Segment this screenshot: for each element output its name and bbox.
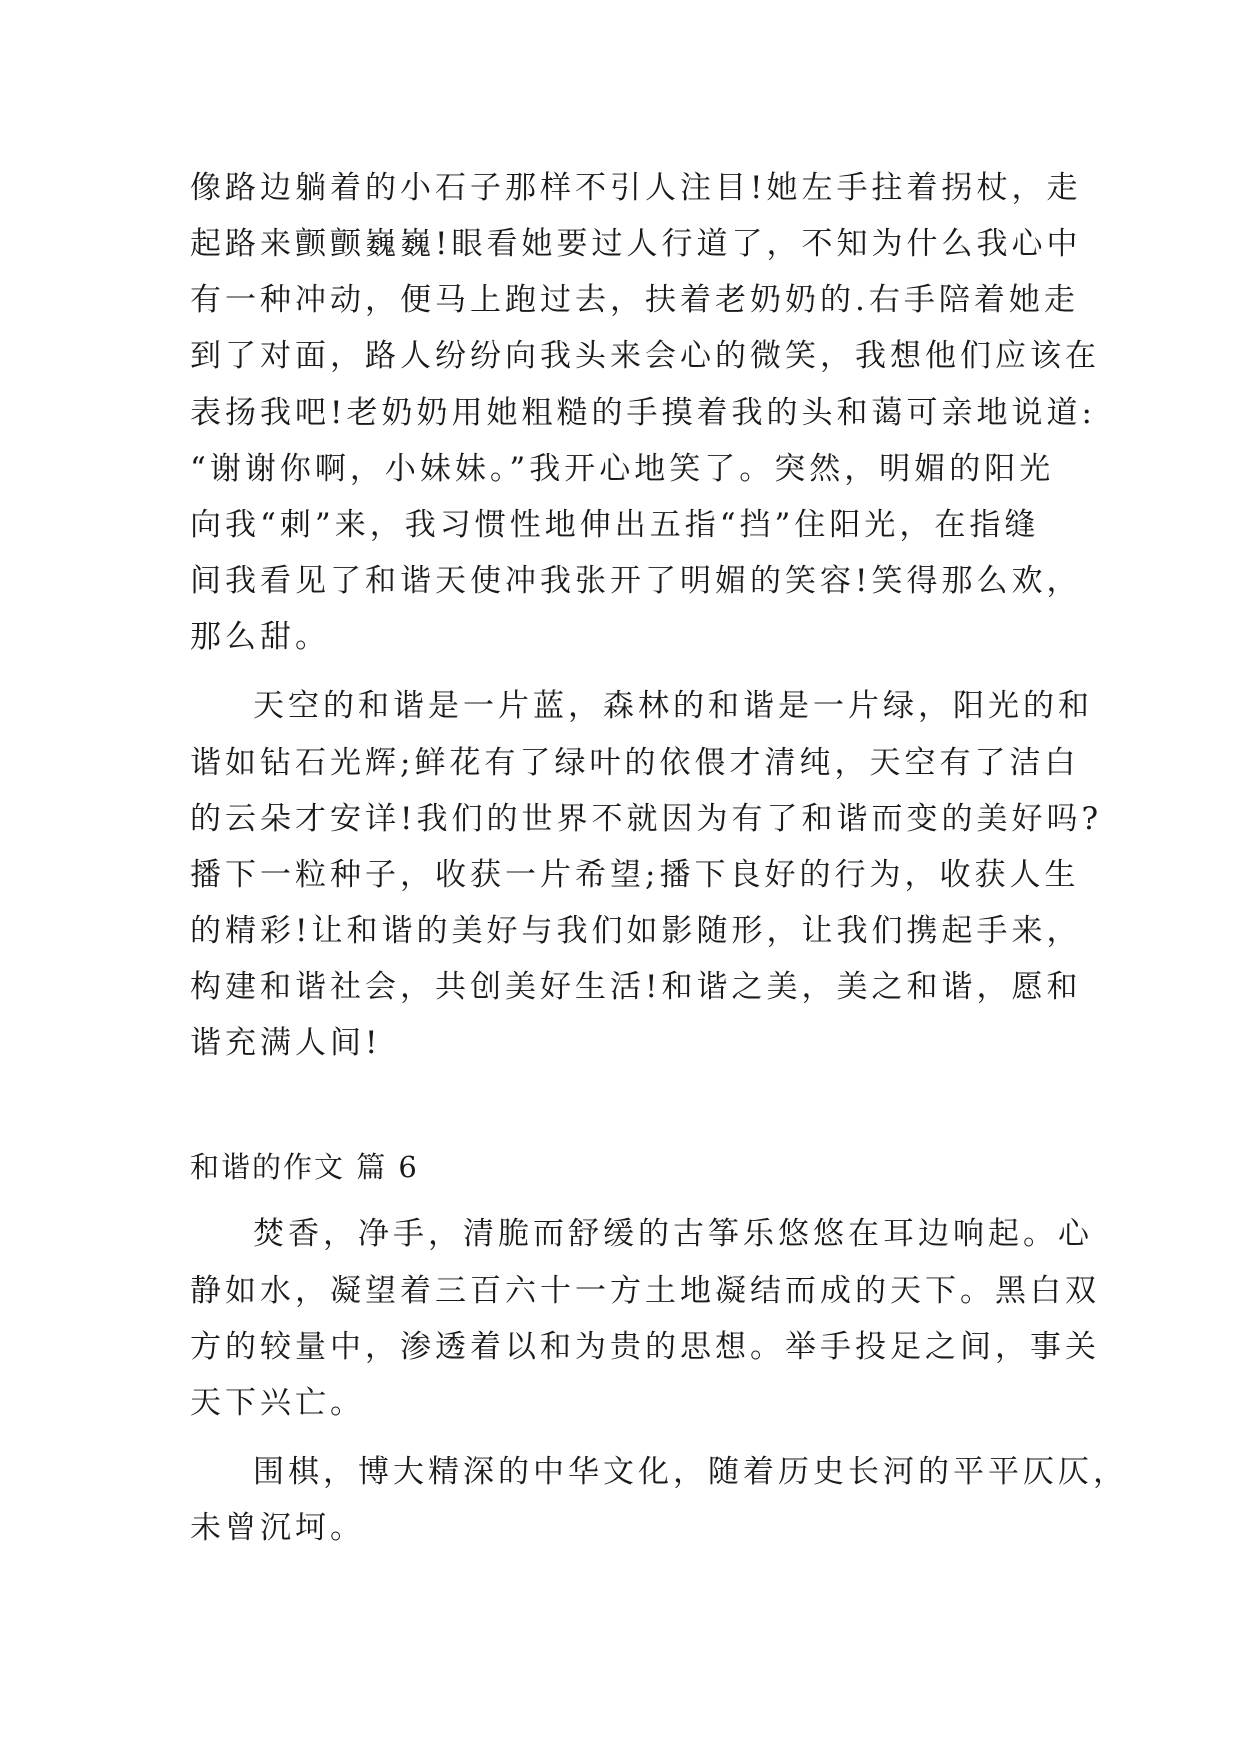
paragraph-line: 围棋，博大精深的中华文化，随着历史长河的平平仄仄， [253, 1454, 1128, 1490]
paragraph-line: 谐充满人间! [190, 1025, 382, 1061]
paragraph-line: 构建和谐社会，共创美好生活!和谐之美，美之和谐，愿和 [190, 969, 1082, 1005]
paragraph-line: 静如水，凝望着三百六十一方土地凝结而成的天下。黑白双 [190, 1273, 1100, 1309]
paragraph-line: 天空的和谐是一片蓝，森林的和谐是一片绿，阳光的和 [253, 688, 1093, 724]
paragraph-line: 的云朵才安详!我们的世界不就因为有了和谐而变的美好吗? [190, 801, 1103, 837]
paragraph-line: 播下一粒种子，收获一片希望;播下良好的行为，收获人生 [190, 857, 1080, 893]
paragraph-line: 那么甜。 [190, 619, 330, 655]
paragraph-line: 焚香，净手，清脆而舒缓的古筝乐悠悠在耳边响起。心 [253, 1216, 1093, 1252]
paragraph-line: 未曾沉坷。 [190, 1510, 365, 1546]
paragraph-line: 的精彩!让和谐的美好与我们如影随形，让我们携起手来， [190, 913, 1082, 949]
paragraph-line: 有一种冲动，便马上跑过去，扶着老奶奶的.右手陪着她走 [190, 282, 1079, 318]
paragraph-line: 间我看见了和谐天使冲我张开了明媚的笑容!笑得那么欢， [190, 563, 1082, 599]
paragraph-line: 到了对面，路人纷纷向我头来会心的微笑，我想他们应该在 [190, 338, 1100, 374]
paragraph-line: 天下兴亡。 [190, 1385, 365, 1421]
paragraph-line: “谢谢你啊，小妹妹。”我开心地笑了。突然，明媚的阳光 [190, 451, 1055, 487]
section-heading: 和谐的作文 篇 6 [190, 1150, 419, 1184]
paragraph-line: 谐如钻石光辉;鲜花有了绿叶的依偎才清纯，天空有了洁白 [190, 745, 1080, 781]
paragraph-line: 像路边躺着的小石子那样不引人注目!她左手拄着拐杖，走 [190, 170, 1082, 206]
paragraph-line: 起路来颤颤巍巍!眼看她要过人行道了，不知为什么我心中 [190, 226, 1082, 262]
paragraph-line: 向我“刺”来，我习惯性地伸出五指“挡”住阳光，在指缝 [190, 507, 1040, 543]
paragraph-line: 方的较量中，渗透着以和为贵的思想。举手投足之间，事关 [190, 1329, 1100, 1365]
paragraph-line: 表扬我吧!老奶奶用她粗糙的手摸着我的头和蔼可亲地说道: [190, 395, 1096, 431]
